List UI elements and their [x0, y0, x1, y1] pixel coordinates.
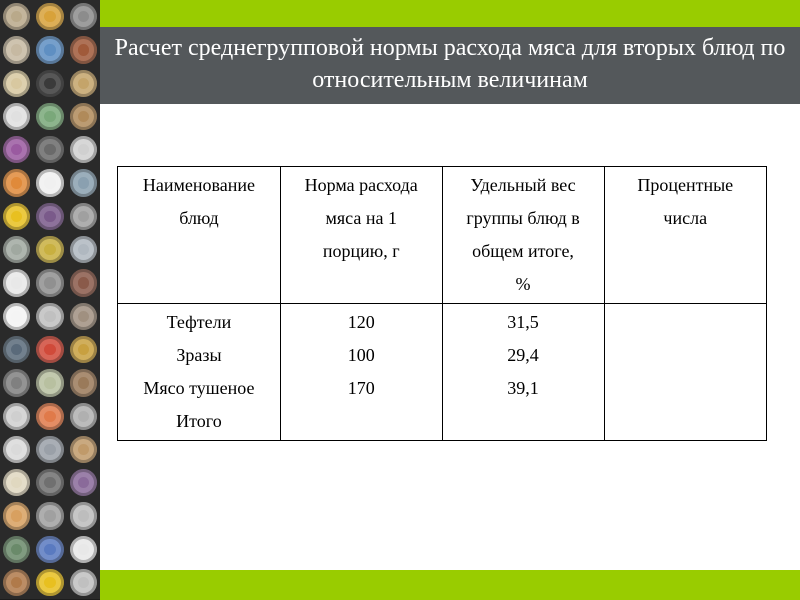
mosaic-tile: [33, 0, 66, 33]
header-line: блюд: [179, 208, 219, 228]
mosaic-tile: [33, 566, 66, 599]
mosaic-tile: [0, 67, 33, 100]
mosaic-tile: [0, 233, 33, 266]
mosaic-tile: [67, 366, 100, 399]
mosaic-tile: [67, 200, 100, 233]
mosaic-tile: [33, 400, 66, 433]
mosaic-tile: [0, 400, 33, 433]
header-dish-name: [118, 167, 281, 304]
header-line: числа: [663, 208, 708, 228]
header-norm: [280, 167, 442, 304]
mosaic-tile: [0, 433, 33, 466]
mosaic-tile: [33, 67, 66, 100]
slide-title: Расчет среднегрупповой нормы расхода мяса для вторых блюд по относительным величинам: [114, 35, 786, 93]
dish-name: Мясо тушеное: [143, 378, 255, 398]
mosaic-tile: [33, 200, 66, 233]
mosaic-tile: [67, 166, 100, 199]
cell-dishes: [118, 304, 281, 441]
table-header-row: [118, 167, 767, 304]
dish-name: Зразы: [176, 345, 222, 365]
header-line: порцию, г: [322, 241, 400, 261]
mosaic-tile: [33, 433, 66, 466]
mosaic-tile: [0, 100, 33, 133]
mosaic-tile: [67, 300, 100, 333]
mosaic-tile: [0, 200, 33, 233]
norm-value: 100: [347, 345, 375, 365]
mosaic-tile: [0, 0, 33, 33]
mosaic-tile: [33, 100, 66, 133]
mosaic-tile: [33, 166, 66, 199]
header-share: [442, 167, 604, 304]
header-percent-numbers: [604, 167, 766, 304]
header-line: Процентные: [637, 175, 734, 195]
mosaic-tile: [0, 533, 33, 566]
bottom-accent-bar: [100, 570, 800, 600]
table-body-row: [118, 304, 767, 441]
share-value: 31,5: [507, 312, 539, 332]
mosaic-tile: [0, 333, 33, 366]
mosaic-tile: [67, 566, 100, 599]
mosaic-tile: [33, 300, 66, 333]
top-accent-bar: [100, 0, 800, 27]
cell-shares: [442, 304, 604, 441]
mosaic-tile: [33, 499, 66, 532]
cell-percent-numbers: [604, 304, 766, 441]
mosaic-tile: [33, 466, 66, 499]
mosaic-tile: [0, 499, 33, 532]
mosaic-tile: [33, 266, 66, 299]
mosaic-tile: [67, 400, 100, 433]
header-line: Норма расхода: [304, 175, 418, 195]
dish-name: Тефтели: [166, 312, 232, 332]
mosaic-tile: [67, 266, 100, 299]
norm-value: 170: [347, 378, 375, 398]
mosaic-tile: [0, 566, 33, 599]
norms-table: [117, 166, 767, 441]
mosaic-tile: [33, 533, 66, 566]
mosaic-tile: [67, 100, 100, 133]
mosaic-tile: [0, 133, 33, 166]
header-line: %: [515, 274, 531, 294]
header-line: Удельный вес: [470, 175, 576, 195]
dish-total: Итого: [176, 411, 222, 431]
mosaic-tile: [67, 333, 100, 366]
cell-norms: [280, 304, 442, 441]
header-line: общем итоге,: [472, 241, 574, 261]
mosaic-tile: [0, 166, 33, 199]
mosaic-tile: [33, 333, 66, 366]
mosaic-tile: [67, 533, 100, 566]
mosaic-tile: [33, 133, 66, 166]
mosaic-tile: [33, 366, 66, 399]
mosaic-tile: [67, 233, 100, 266]
share-value: 39,1: [507, 378, 539, 398]
header-line: Наименование: [142, 175, 255, 195]
mosaic-tile: [33, 33, 66, 66]
mosaic-tile: [67, 0, 100, 33]
mosaic-tile: [67, 466, 100, 499]
mosaic-tile: [0, 33, 33, 66]
mosaic-tile: [0, 366, 33, 399]
share-value: 29,4: [507, 345, 539, 365]
mosaic-tile: [67, 499, 100, 532]
mosaic-tile: [67, 133, 100, 166]
header-line: группы блюд в: [466, 208, 580, 228]
mosaic-tile: [0, 466, 33, 499]
mosaic-tile: [0, 266, 33, 299]
mosaic-tile: [67, 67, 100, 100]
decorative-mosaic: [0, 0, 100, 600]
mosaic-tile: [67, 33, 100, 66]
norm-value: 120: [347, 312, 375, 332]
mosaic-tile: [67, 433, 100, 466]
mosaic-tile: [0, 300, 33, 333]
header-line: мяса на 1: [325, 208, 397, 228]
mosaic-tile: [33, 233, 66, 266]
